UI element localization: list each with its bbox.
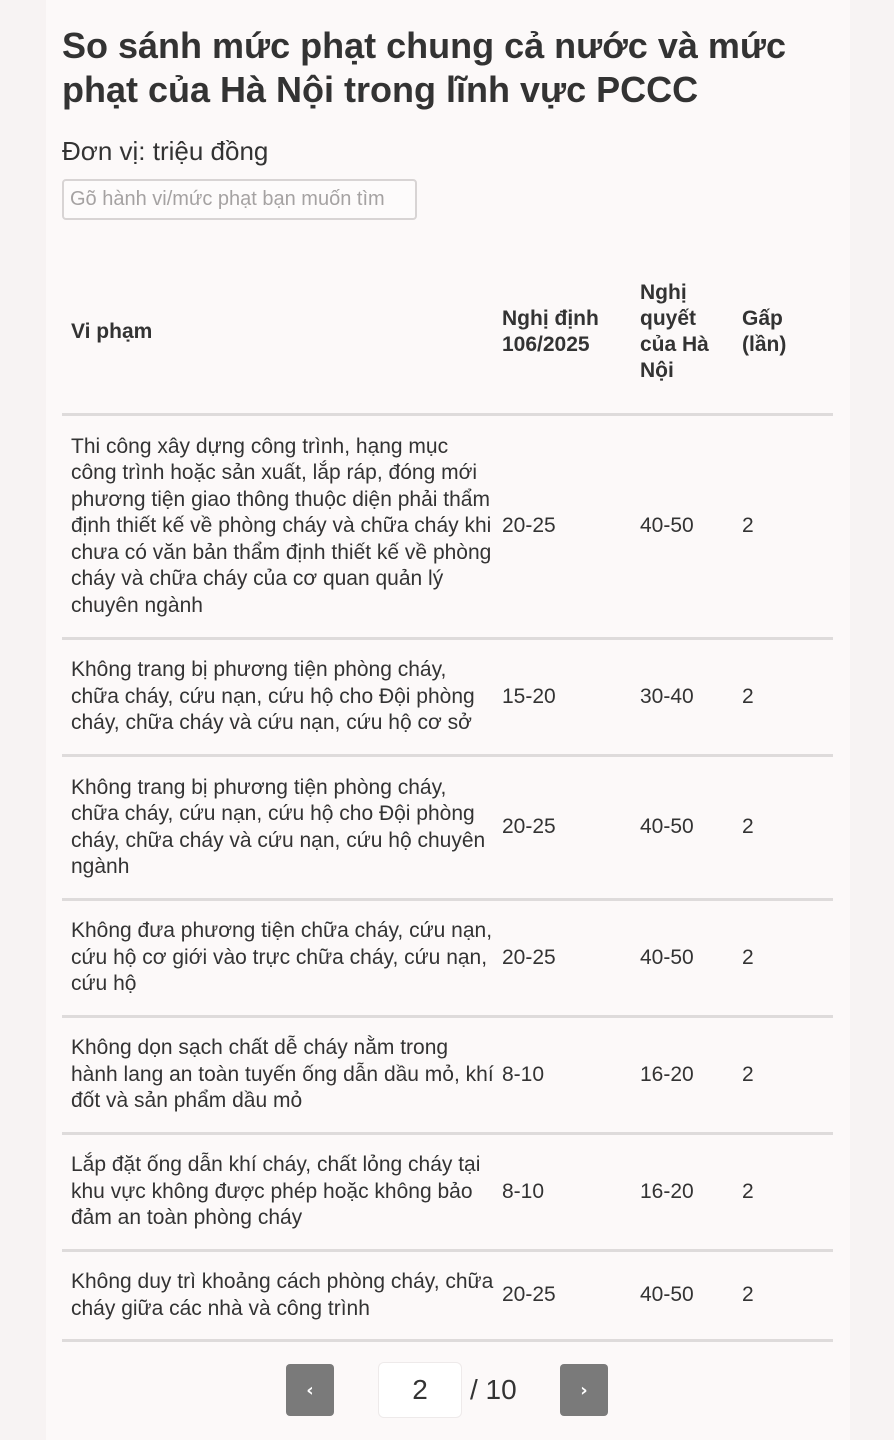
table-row: [62, 1135, 833, 1252]
cell-decree: 20-25: [502, 1283, 556, 1307]
unit-label: Đơn vị: triệu đồng: [62, 136, 269, 166]
prev-page-button[interactable]: ‹: [286, 1364, 334, 1416]
cell-decree: 8-10: [502, 1179, 545, 1203]
comparison-widget: [46, 0, 850, 1440]
cell-decree: 20-25: [502, 945, 556, 969]
cell-hanoi: 40-50: [640, 514, 694, 538]
pagination: [46, 1362, 850, 1418]
cell-times: 2: [742, 684, 754, 708]
cell-violation: Thi công xây dựng công trình, hạng mục công trình hoặc sản xuất, lắp ráp, đóng mới phương tiện giao thông thuộc diện phải thẩm định thiết kế về phòng cháy và chữa cháy khi chưa có văn bản thẩm định thiết kế về phòng cháy và chữa cháy của cơ quan quản lý chuyên ngành: [71, 434, 492, 617]
cell-times: 2: [742, 514, 754, 538]
cell-times: 2: [742, 1179, 754, 1203]
penalty-table: [62, 250, 833, 1342]
cell-decree: 15-20: [502, 684, 556, 708]
table-row: [62, 640, 833, 757]
cell-times: 2: [742, 945, 754, 969]
search-input[interactable]: [62, 179, 417, 220]
table-row: [62, 757, 833, 901]
cell-violation: Không duy trì khoảng cách phòng cháy, chữa cháy giữa các nhà và công trình: [71, 1270, 494, 1320]
next-page-button[interactable]: ›: [560, 1364, 608, 1416]
cell-decree: 20-25: [502, 815, 556, 839]
cell-violation: Không dọn sạch chất dễ cháy nằm trong hành lang an toàn tuyến ống dẫn dầu mỏ, khí đốt và sản phẩm dầu mỏ: [71, 1036, 494, 1113]
cell-hanoi: 40-50: [640, 815, 694, 839]
table-header: [62, 250, 833, 416]
cell-decree: 20-25: [502, 514, 556, 538]
cell-times: 2: [742, 1283, 754, 1307]
cell-hanoi: 40-50: [640, 945, 694, 969]
table-row: [62, 1252, 833, 1342]
cell-violation: Không đưa phương tiện chữa cháy, cứu nạn, cứu hộ cơ giới vào trực chữa cháy, cứu nạn, cứu hộ: [71, 919, 493, 996]
cell-hanoi: 40-50: [640, 1283, 694, 1307]
header-violation[interactable]: Vi phạm: [71, 319, 153, 343]
header-hanoi[interactable]: Nghị quyết của Hà Nội: [640, 280, 709, 382]
page-total: / 10: [470, 1374, 517, 1405]
cell-decree: 8-10: [502, 1062, 545, 1086]
cell-times: 2: [742, 1062, 754, 1086]
table-row: [62, 416, 833, 640]
cell-hanoi: 30-40: [640, 684, 694, 708]
page-number-input[interactable]: [378, 1362, 462, 1418]
widget-title: So sánh mức phạt chung cả nước và mức phạt của Hà Nội trong lĩnh vực PCCC: [62, 25, 786, 110]
cell-violation: Không trang bị phương tiện phòng cháy, chữa cháy, cứu nạn, cứu hộ cho Đội phòng cháy, chữa cháy và cứu nạn, cứu hộ cơ sở: [71, 658, 475, 735]
cell-times: 2: [742, 815, 754, 839]
header-decree[interactable]: Nghị định 106/2025: [502, 306, 599, 356]
table-row: [62, 901, 833, 1018]
cell-hanoi: 16-20: [640, 1179, 694, 1203]
cell-violation: Không trang bị phương tiện phòng cháy, chữa cháy, cứu nạn, cứu hộ cho Đội phòng cháy, chữa cháy và cứu nạn, cứu hộ chuyên ngành: [71, 775, 486, 878]
page-margin-left: [0, 0, 46, 1440]
cell-hanoi: 16-20: [640, 1062, 694, 1086]
table-row: [62, 1018, 833, 1135]
header-times[interactable]: Gấp (lần): [742, 306, 787, 356]
cell-violation: Lắp đặt ống dẫn khí cháy, chất lỏng cháy tại khu vực không được phép hoặc không bảo đảm an toàn phòng cháy: [71, 1153, 481, 1230]
page-margin-right: [850, 0, 894, 1440]
